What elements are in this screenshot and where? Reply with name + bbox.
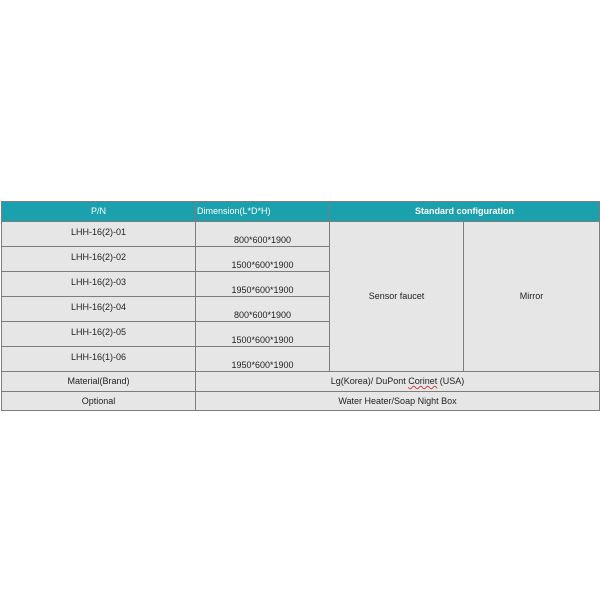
header-dimension: Dimension(L*D*H) bbox=[196, 202, 330, 222]
pn-cell: LHH-16(2)-02 bbox=[2, 247, 196, 272]
material-row bbox=[2, 372, 600, 392]
material-value-suffix: (USA) bbox=[437, 376, 465, 386]
material-value-brand: Corinet bbox=[408, 376, 438, 386]
table-row bbox=[2, 222, 600, 247]
optional-label: Optional bbox=[2, 392, 196, 411]
dimension-cell: 1500*600*1900 bbox=[196, 322, 330, 347]
material-value-prefix: Lg(Korea)/ DuPont bbox=[330, 376, 409, 386]
sensor-faucet-cell: Sensor faucet bbox=[330, 222, 464, 372]
material-label: Material(Brand) bbox=[2, 372, 196, 392]
pn-cell: LHH-16(2)-03 bbox=[2, 272, 196, 297]
header-standard-configuration: Standard configuration bbox=[330, 202, 600, 222]
optional-value: Water Heater/Soap Night Box bbox=[196, 392, 600, 411]
pn-cell: LHH-16(2)-04 bbox=[2, 297, 196, 322]
header-row bbox=[2, 202, 600, 222]
dimension-cell: 800*600*1900 bbox=[196, 297, 330, 322]
dimension-cell: 1950*600*1900 bbox=[196, 272, 330, 297]
header-pn: P/N bbox=[2, 202, 196, 222]
pn-cell: LHH-16(2)-01 bbox=[2, 222, 196, 247]
material-value bbox=[196, 372, 600, 392]
optional-row bbox=[2, 392, 600, 411]
dimension-cell: 1500*600*1900 bbox=[196, 247, 330, 272]
spec-table bbox=[1, 201, 600, 411]
dimension-cell: 800*600*1900 bbox=[196, 222, 330, 247]
pn-cell: LHH-16(1)-06 bbox=[2, 347, 196, 372]
mirror-cell: Mirror bbox=[464, 222, 600, 372]
dimension-cell: 1950*600*1900 bbox=[196, 347, 330, 372]
pn-cell: LHH-16(2)-05 bbox=[2, 322, 196, 347]
